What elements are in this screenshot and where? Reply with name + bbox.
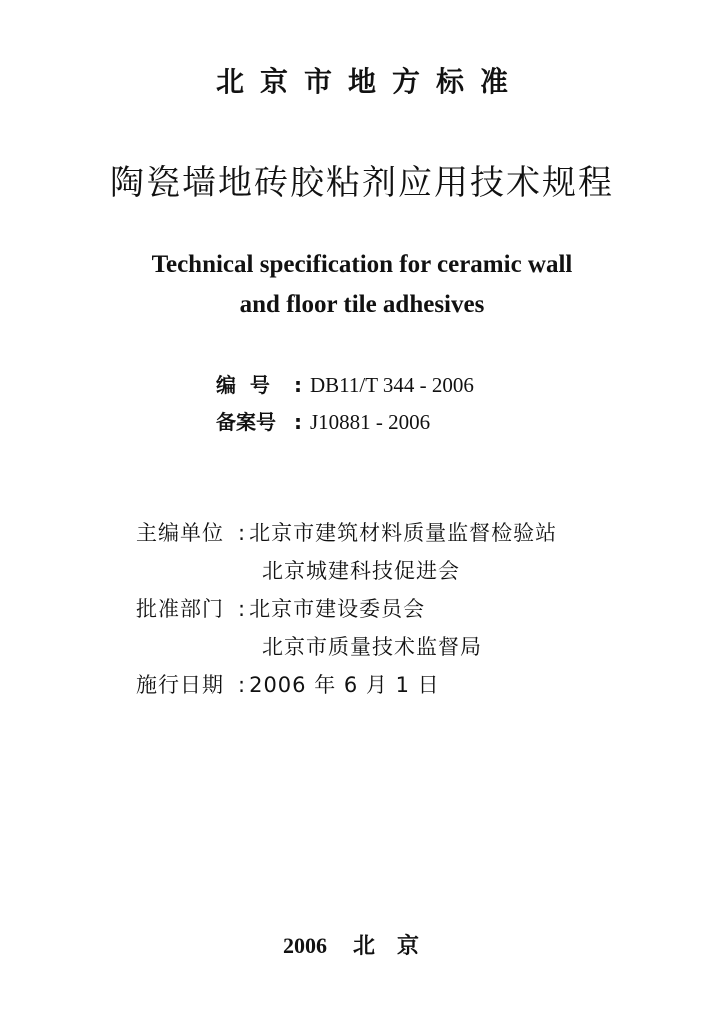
chief-editor-value-1: 北京市建筑材料质量监督检验站 bbox=[249, 521, 558, 545]
effective-date-value: 2006 年 6 月 1 日 bbox=[249, 673, 440, 697]
approver-colon: : bbox=[238, 597, 246, 621]
record-number-colon: : bbox=[294, 410, 302, 434]
chief-editor-label: 主编单位 bbox=[136, 521, 224, 545]
approver-label: 批准部门 bbox=[136, 597, 224, 621]
standard-level-heading: 北京市地方标准 bbox=[215, 65, 524, 98]
approver-value-1: 北京市建设委员会 bbox=[249, 597, 426, 621]
record-number-value: J10881 - 2006 bbox=[310, 410, 431, 434]
effective-date-colon: : bbox=[238, 673, 246, 697]
standard-number-value: DB11/T 344 - 2006 bbox=[310, 373, 474, 397]
chief-editor-value-2: 北京城建科技促进会 bbox=[262, 559, 460, 583]
publication-city: 北京 bbox=[352, 934, 441, 959]
chief-editor-row bbox=[136, 518, 557, 548]
chief-editor-colon: : bbox=[238, 521, 246, 545]
document-title-english-line2: and floor tile adhesives bbox=[239, 291, 485, 318]
approver-value-2: 北京市质量技术监督局 bbox=[262, 635, 482, 659]
approver-row bbox=[136, 594, 425, 624]
effective-date-row bbox=[136, 670, 440, 700]
publication-year: 2006 bbox=[282, 933, 327, 958]
document-title-chinese: 陶瓷墙地砖胶粘剂应用技术规程 bbox=[110, 163, 614, 203]
document-title-english-line1: Technical specification for ceramic wall bbox=[151, 251, 573, 278]
publication-footer bbox=[0, 930, 724, 963]
approver-row-continued bbox=[262, 632, 482, 662]
record-number-row bbox=[216, 408, 430, 436]
standard-number-label: 编 号 bbox=[216, 373, 270, 397]
standard-number-colon: : bbox=[294, 373, 302, 397]
standard-number-row bbox=[216, 371, 474, 399]
effective-date-label: 施行日期 bbox=[136, 673, 224, 697]
record-number-label: 备案号 bbox=[216, 410, 276, 434]
chief-editor-row-continued bbox=[262, 556, 460, 586]
